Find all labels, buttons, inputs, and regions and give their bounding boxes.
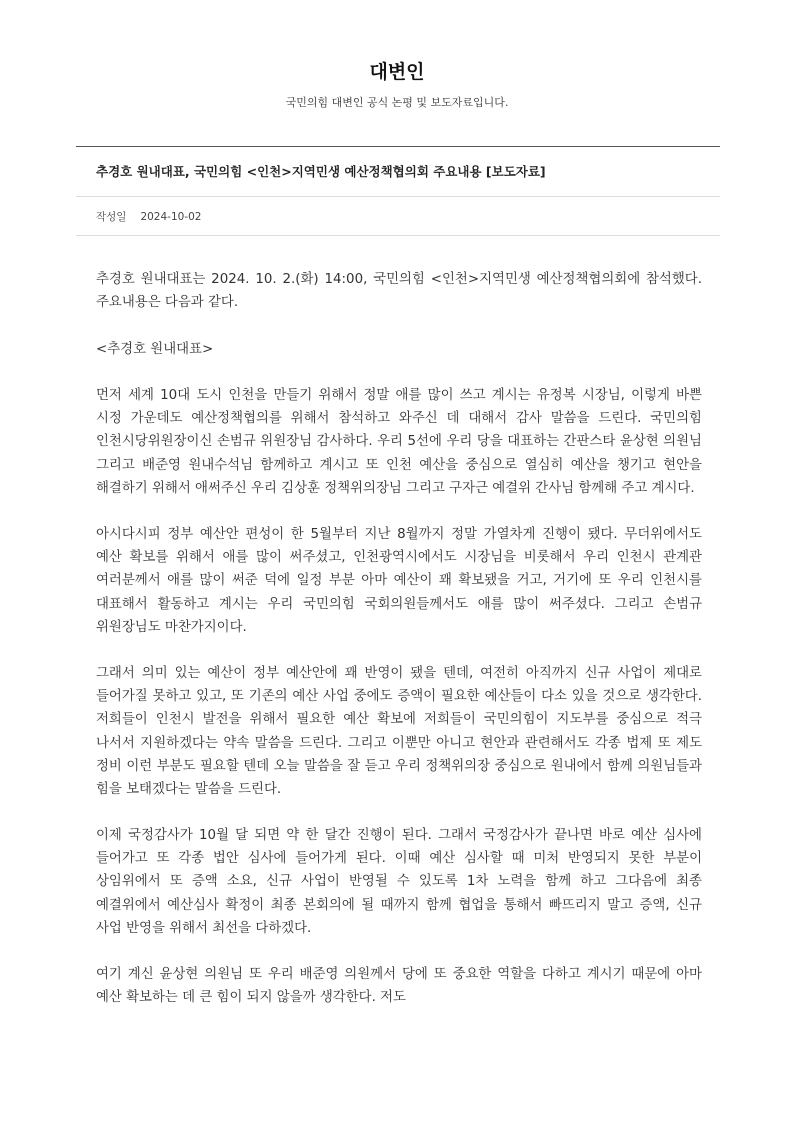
article-body xyxy=(96,268,702,1033)
header-divider xyxy=(76,146,720,147)
date-label: 작성일 xyxy=(96,211,127,223)
paragraph: 그래서 의미 있는 예산이 정부 예산안에 꽤 반영이 됐을 텐데, 여전히 아직까지 신규 사업이 제대로 들어가질 못하고 있고, 또 기존의 예산 사업 중에도 증액이 필요한 예산들이 다소 있을 것으로 생각한다. 저희들이 인천시 발전을 위해서 필요한 예산 확보에 저희들이 국민의힘이 지도부를 중심으로 적극 나서서 지원하겠다는 약속 말씀을 드린다. 그리고 이뿐만 아니고 현안과 관련해서도 각종 법제 또 제도 정비 이런 부분도 필요할 텐데 오늘 말씀을 잘 듣고 우리 정책위의장 중심으로 원내에서 함께 의원님들과 힘을 보태겠다는 말씀을 드린다. xyxy=(96,666,702,797)
paragraph: 여기 계신 윤상현 의원님 또 우리 배준영 의원께서 당에 또 중요한 역할을 다하고 계시기 때문에 아마 예산 확보하는 데 큰 힘이 되지 않을까 생각한다. 저도 xyxy=(96,967,702,1006)
article-title: 추경호 원내대표, 국민의힘 <인천>지역민생 예산정책협의회 주요내용 [보도자료] xyxy=(96,164,546,179)
article-meta xyxy=(96,209,201,224)
paragraph: <추경호 원내대표> xyxy=(96,341,214,357)
paragraph: 이제 국정감사가 10월 달 되면 약 한 달간 진행이 된다. 그래서 국정감사가 끝나면 바로 예산 심사에 들어가고 또 각종 법안 심사에 들어가게 된다. 이때 예산 심사할 때 미처 반영되지 못한 부분이 상임위에서 또 증액 소요, 신규 사업이 반영될 수 있도록 1차 노력을 함께 하고 그다음에 최종 예결위에서 예산심사 확정이 최종 본회의에 될 때까지 함께 협업을 통해서 빠뜨리지 말고 증액, 신규 사업 반영을 위해서 최선을 다하겠다. xyxy=(96,828,702,936)
site-title: 대변인 xyxy=(369,61,425,83)
paragraph: 먼저 세계 10대 도시 인천을 만들기 위해서 정말 애를 많이 쓰고 계시는 유정복 시장님, 이렇게 바쁜 시정 가운데도 예산정책협의를 위해서 참석하고 와주신 데 대해서 감사 말씀을 드린다. 국민의힘 인천시당위원장이신 손범규 위원장님 감사하다. 우리 5선에 우리 당을 대표하는 간판스타 윤상현 의원님 그리고 배준영 원내수석님 함께하고 계시고 또 인천 예산을 중심으로 열심히 예산을 챙기고 현안을 해결하기 위해서 애써주신 우리 김상훈 정책위의장님 그리고 구자근 예결위 간사님 함께해 주고 계시다. xyxy=(96,388,702,496)
title-divider xyxy=(76,196,720,197)
meta-divider xyxy=(76,235,720,236)
article-date: 2024-10-02 xyxy=(140,211,202,223)
site-description: 국민의힘 대변인 공식 논평 및 보도자료입니다. xyxy=(285,96,509,109)
paragraph: 아시다시피 정부 예산안 편성이 한 5월부터 지난 8월까지 정말 가열차게 진행이 됐다. 무더위에서도 예산 확보를 위해서 애를 많이 써주셨고, 인천광역시에서도 시장님을 비롯해서 우리 인천시 관계관 여러분께서 애를 많이 써준 덕에 일정 부분 아마 예산이 꽤 확보됐을 거고, 거기에 또 우리 인천시를 대표해서 활동하고 계시는 우리 국민의힘 국회의원들께서도 애를 많이 써주셨다. 그리고 손범규 위원장님도 마찬가지이다. xyxy=(96,527,702,635)
paragraph: 추경호 원내대표는 2024. 10. 2.(화) 14:00, 국민의힘 <인천>지역민생 예산정책협의회에 참석했다. 주요내용은 다음과 같다. xyxy=(96,272,702,311)
